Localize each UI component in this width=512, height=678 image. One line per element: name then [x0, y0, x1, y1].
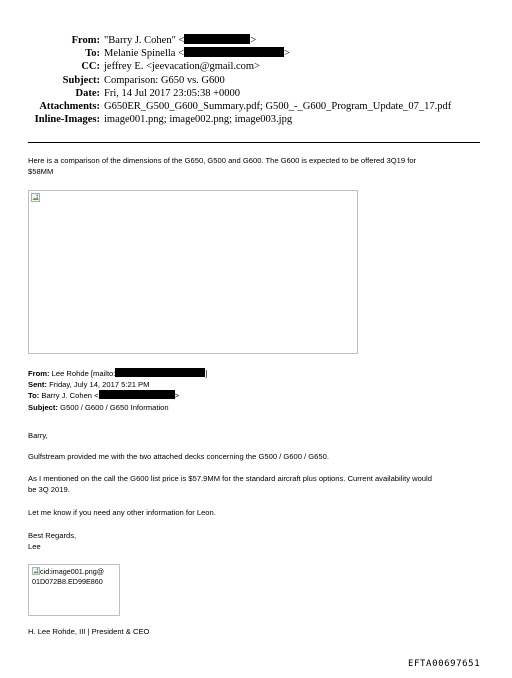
fwd-to-row: To: Barry J. Cohen < > [28, 391, 180, 401]
intro-line-1: Here is a comparison of the dimensions of the G650, G500 and G600. The G600 is expected to be offered 3Q19 for [28, 156, 417, 165]
attachments-value[interactable]: G650ER_G500_G600_Summary.pdf; G500_-_G600_Program_Update_07_17.pdf [104, 100, 452, 112]
subject-value: Comparison: G650 vs. G600 [104, 74, 225, 86]
redaction-bar [184, 34, 250, 44]
header-cc-row [0, 60, 512, 73]
fwd-subject-row [28, 402, 488, 413]
body-paragraph-3: Let me know if you need any other information for Leon. [28, 508, 216, 517]
signature: H. Lee Rohde, III | President & CEO [28, 627, 150, 636]
bates-number: EFTA00697651 [408, 659, 481, 669]
date-value: Fri, 14 Jul 2017 23:05:38 +0000 [104, 87, 241, 99]
cid-line-2: 01D072B8.ED99E860 [32, 577, 103, 586]
fwd-from-row: From: Lee Rohde [mailto: ] [28, 369, 208, 378]
cc-label: CC: [81, 61, 100, 73]
fwd-subject-label: Subject: [28, 402, 58, 412]
header-to-row [0, 47, 512, 60]
redaction-bar [184, 47, 284, 57]
closing: Best Regards, Lee [28, 531, 77, 551]
header-subject-row [0, 74, 512, 87]
fwd-to-label: To: [28, 391, 40, 401]
inline-image-placeholder[interactable] [28, 190, 358, 354]
fwd-from-label: From: [28, 369, 50, 378]
cid-image-placeholder[interactable] [28, 564, 120, 616]
body-paragraph-2: As I mentioned on the call the G600 list price is $57.9MM for the standard aircraft plus options. Current availability would be 3Q 2019. [28, 474, 432, 494]
redaction-bar [115, 368, 205, 377]
header-divider [28, 142, 480, 143]
fwd-sent-label: Sent: [28, 380, 47, 390]
greeting: Barry, [28, 431, 48, 440]
fwd-from-value: Lee Rohde [mailto: [51, 369, 116, 378]
fwd-subject-value: G500 / G600 / G650 Information [60, 402, 169, 412]
intro-paragraph [28, 155, 488, 177]
forwarded-header [28, 368, 488, 413]
broken-image-icon [32, 567, 40, 575]
inline-images-label: Inline-Images: [34, 114, 100, 126]
cc-value: jeffrey E. <jeevacation@gmail.com> [104, 61, 261, 73]
body-paragraph-1: Gulfstream provided me with the two attached decks concerning the G500 / G600 / G650. [28, 452, 329, 461]
to-value: Melanie Spinella < > [104, 48, 290, 60]
header-attachments-row [0, 100, 512, 113]
redaction-bar [99, 390, 175, 399]
header-date-row [0, 87, 512, 100]
fwd-to-value: Barry J. Cohen < [41, 391, 99, 401]
broken-image-icon [31, 193, 40, 202]
subject-label: Subject: [62, 74, 100, 86]
date-label: Date: [75, 87, 100, 99]
fwd-sent-value: Friday, July 14, 2017 5:21 PM [49, 380, 150, 390]
email-header [0, 34, 512, 126]
header-from-row [0, 34, 512, 47]
intro-line-2: $58MM [28, 167, 54, 176]
to-label: To: [85, 48, 100, 60]
header-inline-images-row [0, 113, 512, 126]
cid-line-1: cid:image001.png@ [32, 567, 116, 577]
from-label: From: [71, 35, 100, 46]
fwd-sent-row [28, 379, 488, 390]
inline-images-value[interactable]: image001.png; image002.png; image003.jpg [104, 114, 293, 126]
from-value: "Barry J. Cohen" < > [104, 35, 257, 46]
attachments-label: Attachments: [39, 100, 100, 112]
